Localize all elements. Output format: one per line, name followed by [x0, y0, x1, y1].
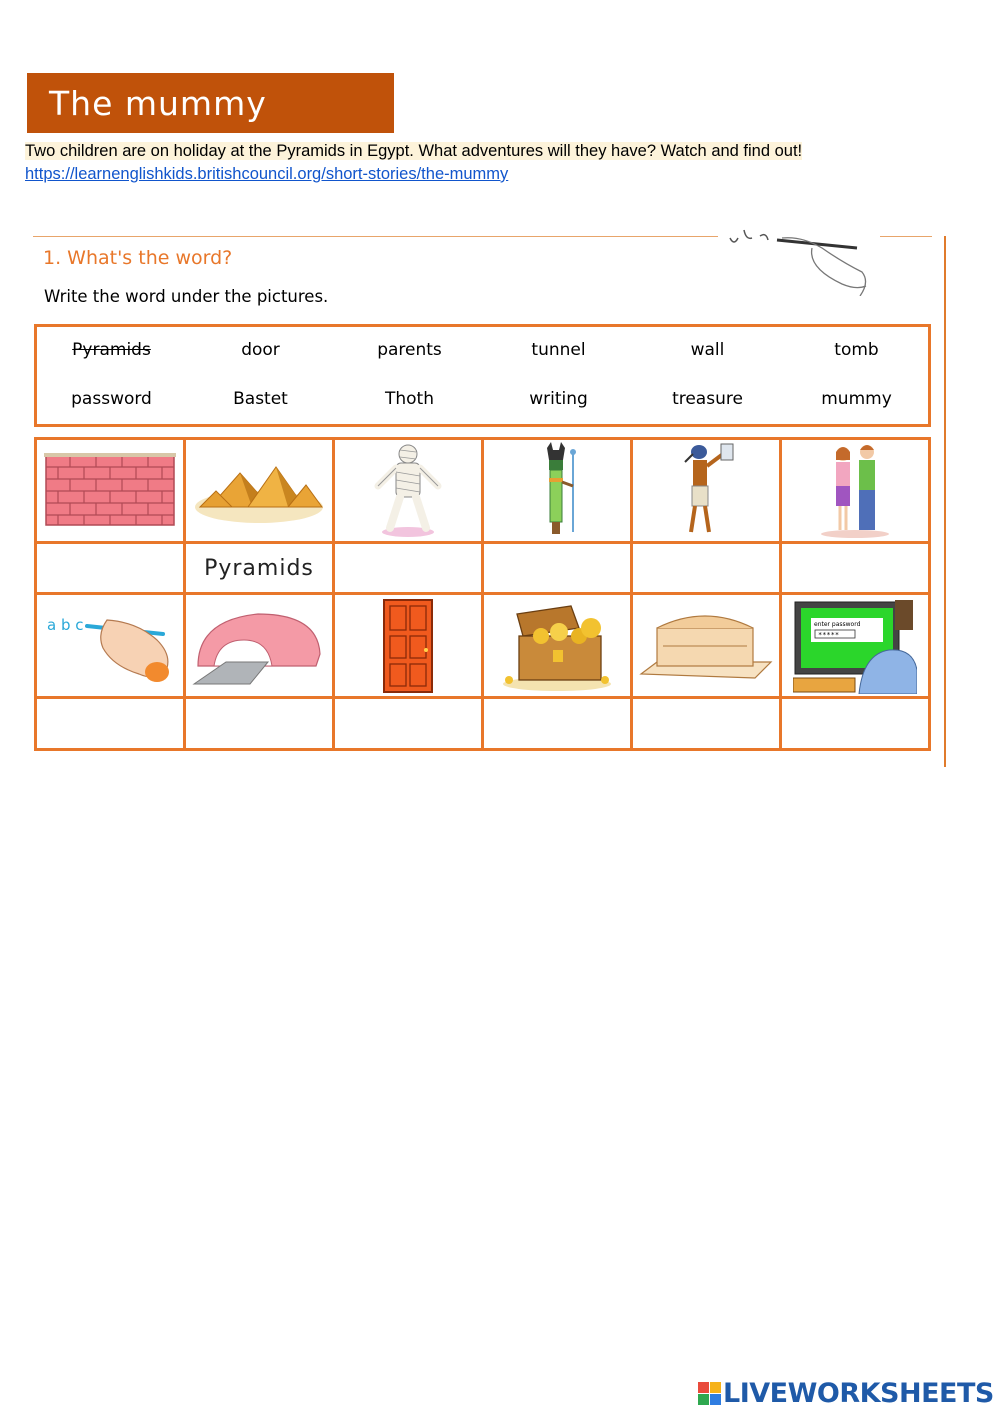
liveworksheets-brand — [698, 1377, 994, 1409]
pyramids-icon — [192, 455, 326, 525]
word-bank-item: Bastet — [233, 389, 288, 409]
answer-row — [36, 542, 930, 594]
door-icon — [382, 598, 434, 694]
picture-cell-treasure — [483, 594, 632, 698]
word-bank-item: mummy — [821, 389, 892, 409]
password-dots: ***** — [818, 630, 840, 639]
brick-wall-icon — [44, 453, 176, 527]
writing-hand-icon — [722, 226, 882, 296]
picture-row — [36, 439, 930, 543]
mummy-icon — [368, 442, 448, 538]
word-bank-item: Pyramids — [72, 340, 151, 360]
picture-cell-writing — [36, 594, 185, 698]
answer-text: Pyramids — [204, 555, 314, 581]
picture-cell-password — [781, 594, 930, 698]
answer-box[interactable] — [36, 698, 185, 750]
word-bank-item: tomb — [834, 340, 879, 360]
intro-text: Two children are on holiday at the Pyramids in Egypt. What adventures will they have? Watch and find out! — [25, 142, 803, 160]
answer-box[interactable] — [185, 698, 334, 750]
answer-box[interactable] — [632, 542, 781, 594]
word-bank-item: wall — [690, 340, 725, 360]
word-bank-item: parents — [377, 340, 442, 360]
picture-cell-thoth — [632, 439, 781, 543]
word-bank-item: door — [241, 340, 280, 360]
answer-box[interactable] — [483, 698, 632, 750]
answer-box[interactable] — [483, 542, 632, 594]
tomb-sarcophagus-icon — [639, 606, 773, 686]
bastet-figure-icon — [527, 442, 587, 538]
worksheet-right-border — [944, 236, 946, 767]
picture-grid — [34, 437, 931, 751]
answer-box[interactable] — [632, 698, 781, 750]
picture-cell-tunnel — [185, 594, 334, 698]
picture-cell-parents — [781, 439, 930, 543]
picture-cell-wall — [36, 439, 185, 543]
password-prompt-text: enter password — [814, 620, 861, 628]
answer-box[interactable] — [781, 698, 930, 750]
intro-block — [25, 140, 802, 186]
picture-cell-bastet — [483, 439, 632, 543]
computer-password-icon — [793, 598, 917, 694]
answer-box[interactable] — [781, 542, 930, 594]
brand-text: LIVEWORKSHEETS — [723, 1377, 994, 1409]
worksheet-divider-right — [880, 236, 932, 237]
exercise-title: 1. What's the word? — [43, 247, 233, 269]
story-link[interactable]: https://learnenglishkids.britishcouncil.org/short-stories/the-mummy — [25, 165, 509, 183]
thoth-figure-icon — [671, 442, 741, 538]
picture-cell-mummy — [334, 439, 483, 543]
parents-icon — [815, 442, 895, 538]
word-bank-item: Thoth — [385, 389, 434, 409]
word-bank-item: writing — [529, 389, 588, 409]
answer-box[interactable] — [334, 542, 483, 594]
tunnel-icon — [192, 606, 326, 686]
picture-cell-tomb — [632, 594, 781, 698]
answer-box[interactable] — [334, 698, 483, 750]
word-bank-item: tunnel — [531, 340, 586, 360]
answer-box[interactable] — [36, 542, 185, 594]
worksheet-divider — [33, 236, 718, 237]
answer-box[interactable] — [185, 542, 334, 594]
picture-cell-door — [334, 594, 483, 698]
word-bank — [34, 324, 931, 427]
worksheet-title: The mummy — [27, 73, 394, 133]
picture-row — [36, 594, 930, 698]
writing-hand-icon — [43, 608, 177, 684]
liveworksheets-logo-icon — [698, 1382, 721, 1405]
exercise-instruction: Write the word under the pictures. — [44, 287, 329, 306]
answer-row — [36, 698, 930, 750]
word-bank-item: password — [71, 389, 152, 409]
treasure-chest-icon — [501, 600, 613, 692]
picture-cell-pyramids — [185, 439, 334, 543]
word-bank-item: treasure — [672, 389, 743, 409]
pen-letters: a b c — [47, 615, 84, 634]
